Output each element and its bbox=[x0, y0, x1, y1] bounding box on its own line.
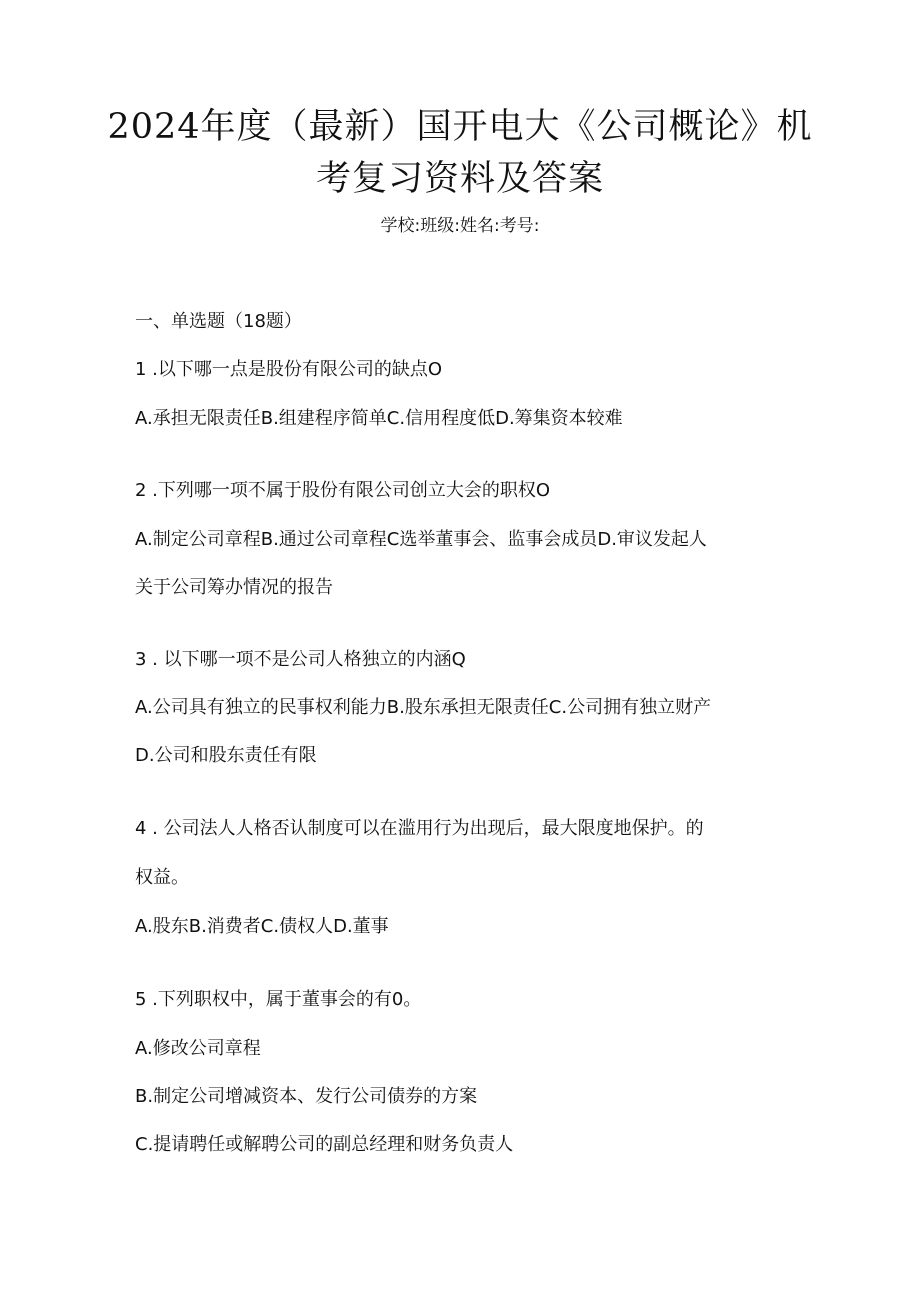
question-3-options-cont: D.公司和股东责任有限 bbox=[135, 745, 317, 766]
section-heading: 一、单选题（18题） bbox=[135, 311, 302, 332]
question-2-stem: 2 .下列哪一项不属于股份有限公司创立大会的职权O bbox=[135, 480, 551, 501]
question-2-options: A.制定公司章程B.通过公司章程C选举董事会、监事会成员D.审议发起人 bbox=[135, 529, 707, 550]
question-5-option-c: C.提请聘任或解聘公司的副总经理和财务负责人 bbox=[135, 1134, 514, 1155]
question-4-stem-cont: 权益。 bbox=[135, 867, 189, 888]
question-1-stem: 1 .以下哪一点是股份有限公司的缺点O bbox=[135, 359, 443, 380]
student-info-line: 学校:班级:姓名:考号: bbox=[380, 216, 540, 236]
question-5-stem: 5 .下列职权中，属于董事会的有0。 bbox=[135, 989, 422, 1010]
question-5-option-a: A.修改公司章程 bbox=[135, 1038, 261, 1059]
question-4-stem: 4 . 公司法人人格否认制度可以在滥用行为出现后，最大限度地保护。的 bbox=[135, 818, 704, 839]
question-3-stem: 3 . 以下哪一项不是公司人格独立的内涵Q bbox=[135, 649, 466, 670]
document-title-line-2: 考复习资料及答案 bbox=[315, 159, 604, 199]
question-1-options: A.承担无限责任B.组建程序简单C.信用程度低D.筹集资本较难 bbox=[135, 408, 623, 429]
question-2-options-cont: 关于公司筹办情况的报告 bbox=[135, 577, 333, 598]
question-5-option-b: B.制定公司增减资本、发行公司债券的方案 bbox=[135, 1086, 478, 1107]
document-title-line-1: 2024年度（最新）国开电大《公司概论》机 bbox=[107, 107, 813, 147]
question-4-options: A.股东B.消费者C.债权人D.董事 bbox=[135, 916, 389, 937]
question-3-options: A.公司具有独立的民事权利能力B.股东承担无限责任C.公司拥有独立财产 bbox=[135, 697, 712, 718]
